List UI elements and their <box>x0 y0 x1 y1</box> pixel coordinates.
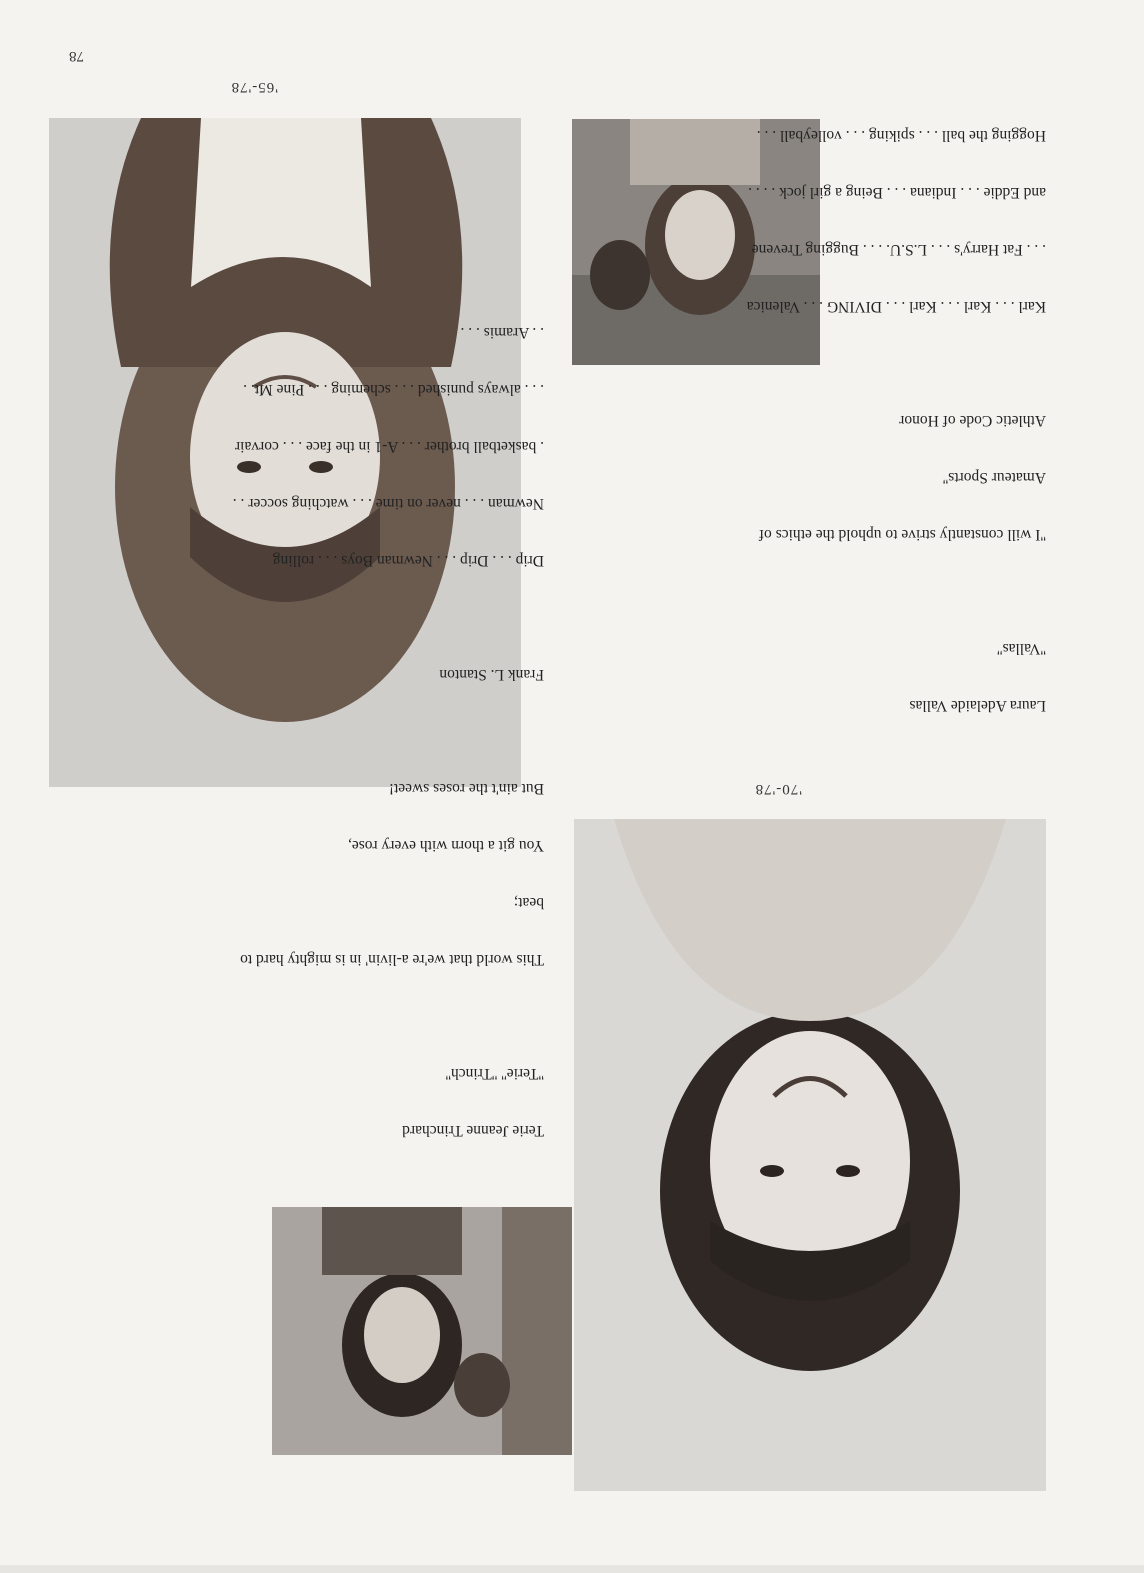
notes-line: . basketball brother . . . A-1 in the face . . . corvair <box>234 438 544 455</box>
notes-line: Hogging the ball . . . spiking . . . volleyball . . . <box>756 127 1046 144</box>
page-number: 78 <box>69 48 84 64</box>
quote-line: But ain't the roses sweet! <box>388 780 544 797</box>
snapshot-photo-trinchard <box>272 1207 572 1455</box>
notes-line: . . . Fat Harry's . . . L.S.U. . . . Bugging Trevene <box>751 241 1046 258</box>
portrait-image <box>574 819 1046 1491</box>
quote-line: ''I will constantly strive to uphold the ethics of <box>758 526 1046 543</box>
portrait-year-trinchard: '70-'78 <box>754 781 802 797</box>
quote-line: beat; <box>513 894 544 911</box>
scan-edge <box>0 1565 1144 1573</box>
notes-line: Newman . . . never on time . . . watching soccer . . <box>232 495 544 512</box>
student-nickname: ''Terie'' ''Trinch'' <box>445 1065 544 1082</box>
bio-vallas <box>566 88 1046 753</box>
student-name: Terie Jeanne Trinchard <box>402 1122 544 1139</box>
quote-line: Athletic Code of Honor <box>899 412 1046 429</box>
quote-author: Frank L. Stanton <box>439 666 544 683</box>
portrait-year-vallas: '65-'78 <box>230 79 278 95</box>
notes-line: . . Aramis . . . <box>460 324 544 341</box>
quote-line: This world that we're a-livin' in is mighty hard to <box>240 951 544 968</box>
student-name: Laura Adelaide Vallas <box>909 697 1046 714</box>
quote-line: You git a thorn with every rose, <box>347 837 544 854</box>
notes-line: . . . always punished . . . scheming . . . Pine Mt. . <box>243 381 544 398</box>
snapshot-image <box>272 1207 572 1455</box>
bio-trinchard-content-main <box>34 285 544 1178</box>
notes-line: and Eddie . . . Indiana . . . Being a girl jock . . . . <box>748 184 1046 201</box>
portrait-photo-trinchard <box>574 819 1046 1491</box>
notes-line: Karl . . . Karl . . . Karl . . . DIVING . . . Valenica <box>746 298 1046 315</box>
quote-line: Amateur Sports'' <box>942 469 1046 486</box>
notes-line: Drip . . . Drip . . . Newman Boys . . . rolling <box>272 552 544 569</box>
student-nickname: ''Vallas'' <box>996 640 1046 657</box>
